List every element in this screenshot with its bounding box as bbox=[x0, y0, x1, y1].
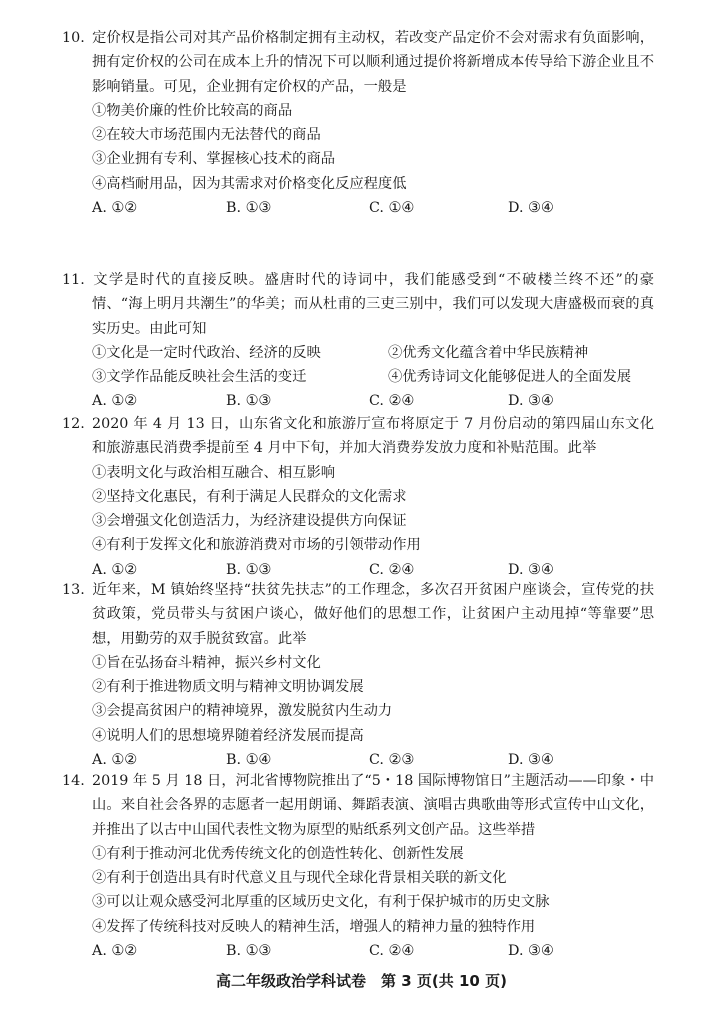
statement-option: ①有利于推动河北优秀传统文化的创造性转化、创新性发展 bbox=[92, 845, 464, 862]
question-stem bbox=[62, 769, 654, 842]
statement-option: ③会提高贫困户的精神境界，激发脱贫内生动力 bbox=[92, 703, 393, 720]
answer-choices bbox=[92, 196, 723, 220]
question-number: 12. bbox=[62, 416, 85, 432]
statement-option: ④发挥了传统科技对反映人的精神生活，增强人的精神力量的独特作用 bbox=[92, 918, 536, 935]
answer-choice-a[interactable]: A. ①② bbox=[92, 752, 138, 769]
statement-option: ③可以让观众感受河北厚重的区域历史文化，有利于保护城市的历史文脉 bbox=[92, 894, 550, 911]
question-stem bbox=[62, 578, 654, 651]
answer-choice-c[interactable]: C. ②③ bbox=[369, 752, 415, 769]
answer-choices bbox=[92, 389, 723, 413]
question-text: 文学是时代的直接反映。盛唐时代的诗词中，我们能感受到“不破楼兰终不还”的豪情、“海上明月共潮生”的华美；而从杜甫的三吏三别中，我们可以发现大唐盛极而衰的真实历史。由此可知 bbox=[92, 272, 654, 337]
answer-choice-c[interactable]: C. ②④ bbox=[369, 393, 415, 410]
answer-choice-c[interactable]: C. ②④ bbox=[369, 943, 415, 960]
question-text: 2020 年 4 月 13 日，山东省文化和旅游厅宣布将原定于 7 月份启动的第四届山东文化和旅游惠民消费季提前至 4 月中下旬，并加大消费券发放力度和补贴范围。此举 bbox=[92, 416, 654, 457]
question-stem bbox=[62, 268, 654, 341]
answer-choice-d[interactable]: D. ③④ bbox=[508, 943, 554, 960]
answer-choice-b[interactable]: B. ①③ bbox=[226, 393, 272, 410]
statement-option: ①物美价廉的性价比较高的商品 bbox=[92, 102, 293, 119]
statement-option: ①旨在弘扬奋斗精神，振兴乡村文化 bbox=[92, 654, 321, 671]
answer-choice-b[interactable]: B. ①③ bbox=[226, 200, 272, 217]
question-text: 近年来，M 镇始终坚持“扶贫先扶志”的工作理念，多次召开贫困户座谈会，宣传党的扶贫政策，党员带头与贫困户谈心，做好他们的思想工作，让贫困户主动甩掉“等靠要”思想，用勤劳的双手脱贫致富。此举 bbox=[92, 582, 654, 647]
answer-choice-b[interactable]: B. ①③ bbox=[226, 943, 272, 960]
statement-option: ④高档耐用品，因为其需求对价格变化反应程度低 bbox=[92, 175, 407, 192]
answer-choice-b[interactable]: B. ①④ bbox=[226, 752, 272, 769]
question-13 bbox=[0, 578, 723, 772]
statement-option: ②优秀文化蕴含着中华民族精神 bbox=[388, 344, 589, 361]
statement-option: ③会增强文化创造活力，为经济建设提供方向保证 bbox=[92, 513, 407, 530]
answer-choice-a[interactable]: A. ①② bbox=[92, 393, 138, 410]
statement-option: ①文化是一定时代政治、经济的反映 bbox=[92, 344, 321, 361]
answer-choice-d[interactable]: D. ③④ bbox=[508, 752, 554, 769]
question-11 bbox=[0, 268, 723, 414]
answer-choice-d[interactable]: D. ③④ bbox=[508, 393, 554, 410]
statement-row bbox=[92, 341, 723, 365]
question-text: 2019 年 5 月 18 日，河北省博物院推出了“5・18 国际博物馆日”主题活动——印象・中山。来自社会各界的志愿者一起用朗诵、舞蹈表演、演唱古典歌曲等形式宣传中山文化，并推出了以古中山国代表性文物为原型的贴纸系列文创产品。这些举措 bbox=[92, 773, 654, 838]
page-footer: 高二年级政治学科试卷 第 3 页(共 10 页) bbox=[216, 972, 507, 990]
question-stem bbox=[62, 412, 654, 461]
answer-choice-c[interactable]: C. ②④ bbox=[369, 561, 415, 578]
answer-choice-d[interactable]: D. ③④ bbox=[508, 200, 554, 217]
question-number: 14. bbox=[62, 773, 85, 789]
answer-choice-c[interactable]: C. ①④ bbox=[369, 200, 415, 217]
question-10 bbox=[0, 26, 723, 220]
answer-choice-b[interactable]: B. ①③ bbox=[226, 561, 272, 578]
statement-option: ②有利于推进物质文明与精神文明协调发展 bbox=[92, 679, 364, 696]
question-12 bbox=[0, 412, 723, 582]
statement-option: ②坚持文化惠民，有利于满足人民群众的文化需求 bbox=[92, 488, 407, 505]
statement-row bbox=[92, 365, 723, 389]
question-number: 13. bbox=[62, 582, 85, 598]
answer-choice-a[interactable]: A. ①② bbox=[92, 561, 138, 578]
answer-choice-a[interactable]: A. ①② bbox=[92, 943, 138, 960]
question-stem bbox=[62, 26, 654, 99]
statement-option: ③企业拥有专利、掌握核心技术的商品 bbox=[92, 151, 336, 168]
question-text: 定价权是指公司对其产品价格制定拥有主动权，若改变产品定价不会对需求有负面影响，拥有定价权的公司在成本上升的情况下可以顺利通过提价将新增成本传导给下游企业且不影响销量。可见，企业拥有定价权的产品，一般是 bbox=[92, 30, 654, 95]
statement-option: ②在较大市场范围内无法替代的商品 bbox=[92, 127, 321, 144]
statement-option: ③文学作品能反映社会生活的变迁 bbox=[92, 369, 307, 386]
question-number: 11. bbox=[62, 272, 85, 288]
statement-option: ④优秀诗词文化能够促进人的全面发展 bbox=[388, 369, 632, 386]
answer-choice-a[interactable]: A. ①② bbox=[92, 200, 138, 217]
statement-option: ②有利于创造出具有时代意义且与现代全球化背景相关联的新文化 bbox=[92, 870, 507, 887]
answer-choices bbox=[92, 939, 723, 963]
question-14 bbox=[0, 769, 723, 963]
answer-choice-d[interactable]: D. ③④ bbox=[508, 561, 554, 578]
statement-option: ④说明人们的思想境界随着经济发展而提高 bbox=[92, 727, 364, 744]
statement-option: ④有利于发挥文化和旅游消费对市场的引领带动作用 bbox=[92, 537, 421, 554]
statement-option: ①表明文化与政治相互融合、相互影响 bbox=[92, 464, 336, 481]
question-number: 10. bbox=[62, 30, 85, 46]
